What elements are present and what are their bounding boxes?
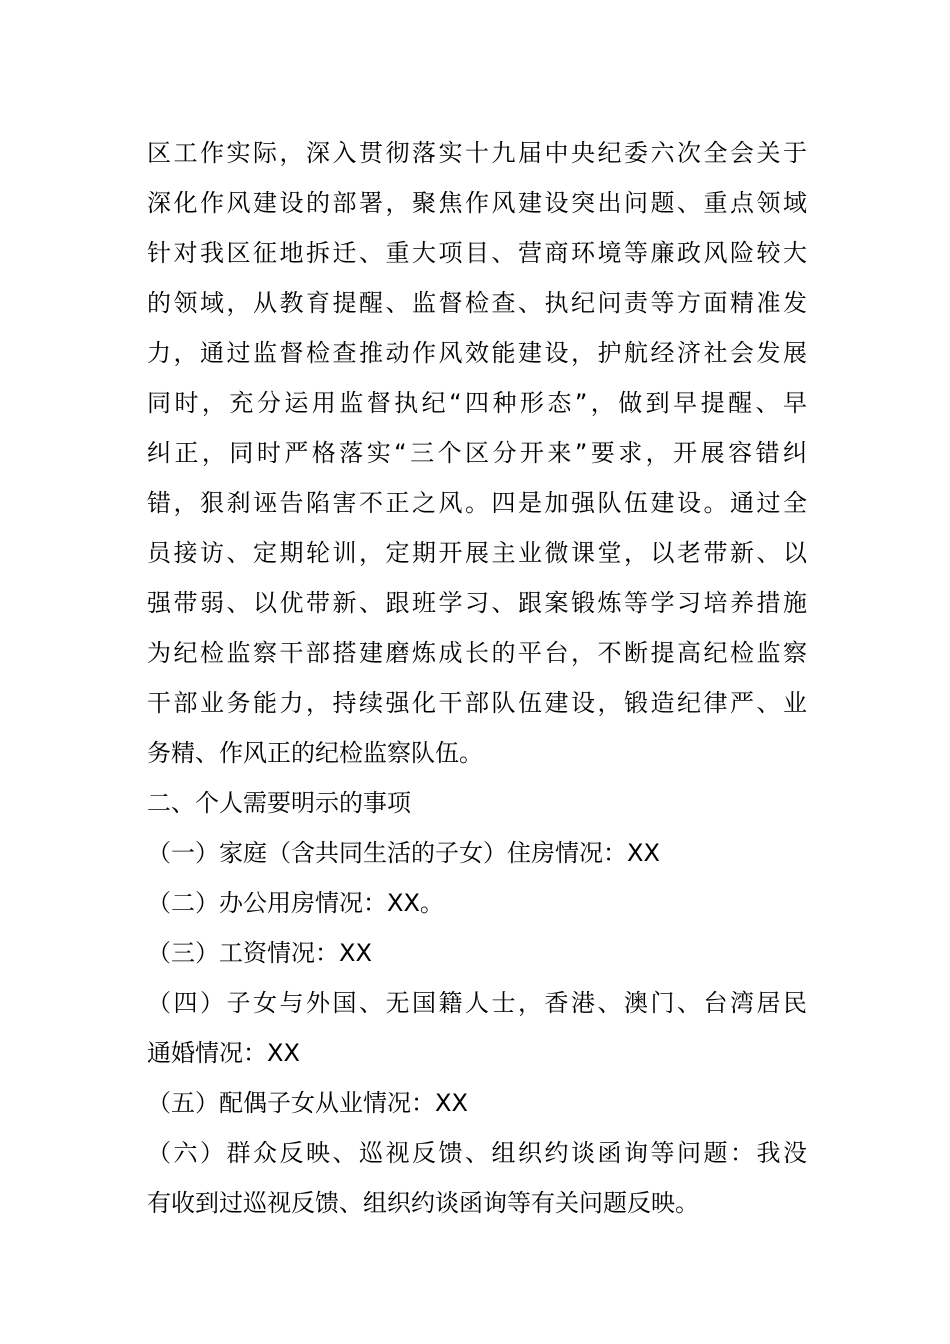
paragraph-line: 员接访、定期轮训，定期开展主业微课堂，以老带新、以 — [147, 539, 807, 567]
list-item: （六）群众反映、巡视反馈、组织约谈函询等问题：我没 — [147, 1139, 807, 1167]
paragraph-line: 深化作风建设的部署，聚焦作风建设突出问题、重点领域 — [147, 189, 807, 217]
paragraph-line: 错，狠刹诬告陷害不正之风。四是加强队伍建设。通过全 — [147, 489, 807, 517]
list-item: （四）子女与外国、无国籍人士，香港、澳门、台湾居民 — [147, 989, 807, 1017]
paragraph-line: 纠正，同时严格落实“三个区分开来”要求，开展容错纠 — [147, 439, 807, 467]
list-item: （二）办公用房情况：XX。 — [147, 889, 444, 917]
paragraph-line: 为纪检监察干部搭建磨炼成长的平台，不断提高纪检监察 — [147, 639, 807, 667]
list-item-continuation: 有收到过巡视反馈、组织约谈函询等有关问题反映。 — [147, 1189, 699, 1217]
paragraph-line: 务精、作风正的纪检监察队伍。 — [147, 739, 483, 767]
paragraph-line: 力，通过监督检查推动作风效能建设，护航经济社会发展 — [147, 339, 807, 367]
paragraph-line: 的领域，从教育提醒、监督检查、执纪问责等方面精准发 — [147, 289, 807, 317]
list-item: （一）家庭（含共同生活的子女）住房情况：XX — [147, 839, 660, 867]
paragraph-line: 针对我区征地拆迁、重大项目、营商环境等廉政风险较大 — [147, 239, 807, 267]
paragraph-line: 区工作实际，深入贯彻落实十九届中央纪委六次全会关于 — [147, 139, 807, 167]
paragraph-line: 强带弱、以优带新、跟班学习、跟案锻炼等学习培养措施 — [147, 589, 807, 617]
paragraph-line: 同时，充分运用监督执纪“四种形态”，做到早提醒、早 — [147, 389, 807, 417]
section-heading: 二、个人需要明示的事项 — [147, 789, 411, 817]
list-item: （三）工资情况：XX — [147, 939, 372, 967]
list-item: （五）配偶子女从业情况：XX — [147, 1089, 468, 1117]
list-item-continuation: 通婚情况：XX — [147, 1039, 300, 1067]
paragraph-line: 干部业务能力，持续强化干部队伍建设，锻造纪律严、业 — [147, 689, 807, 717]
